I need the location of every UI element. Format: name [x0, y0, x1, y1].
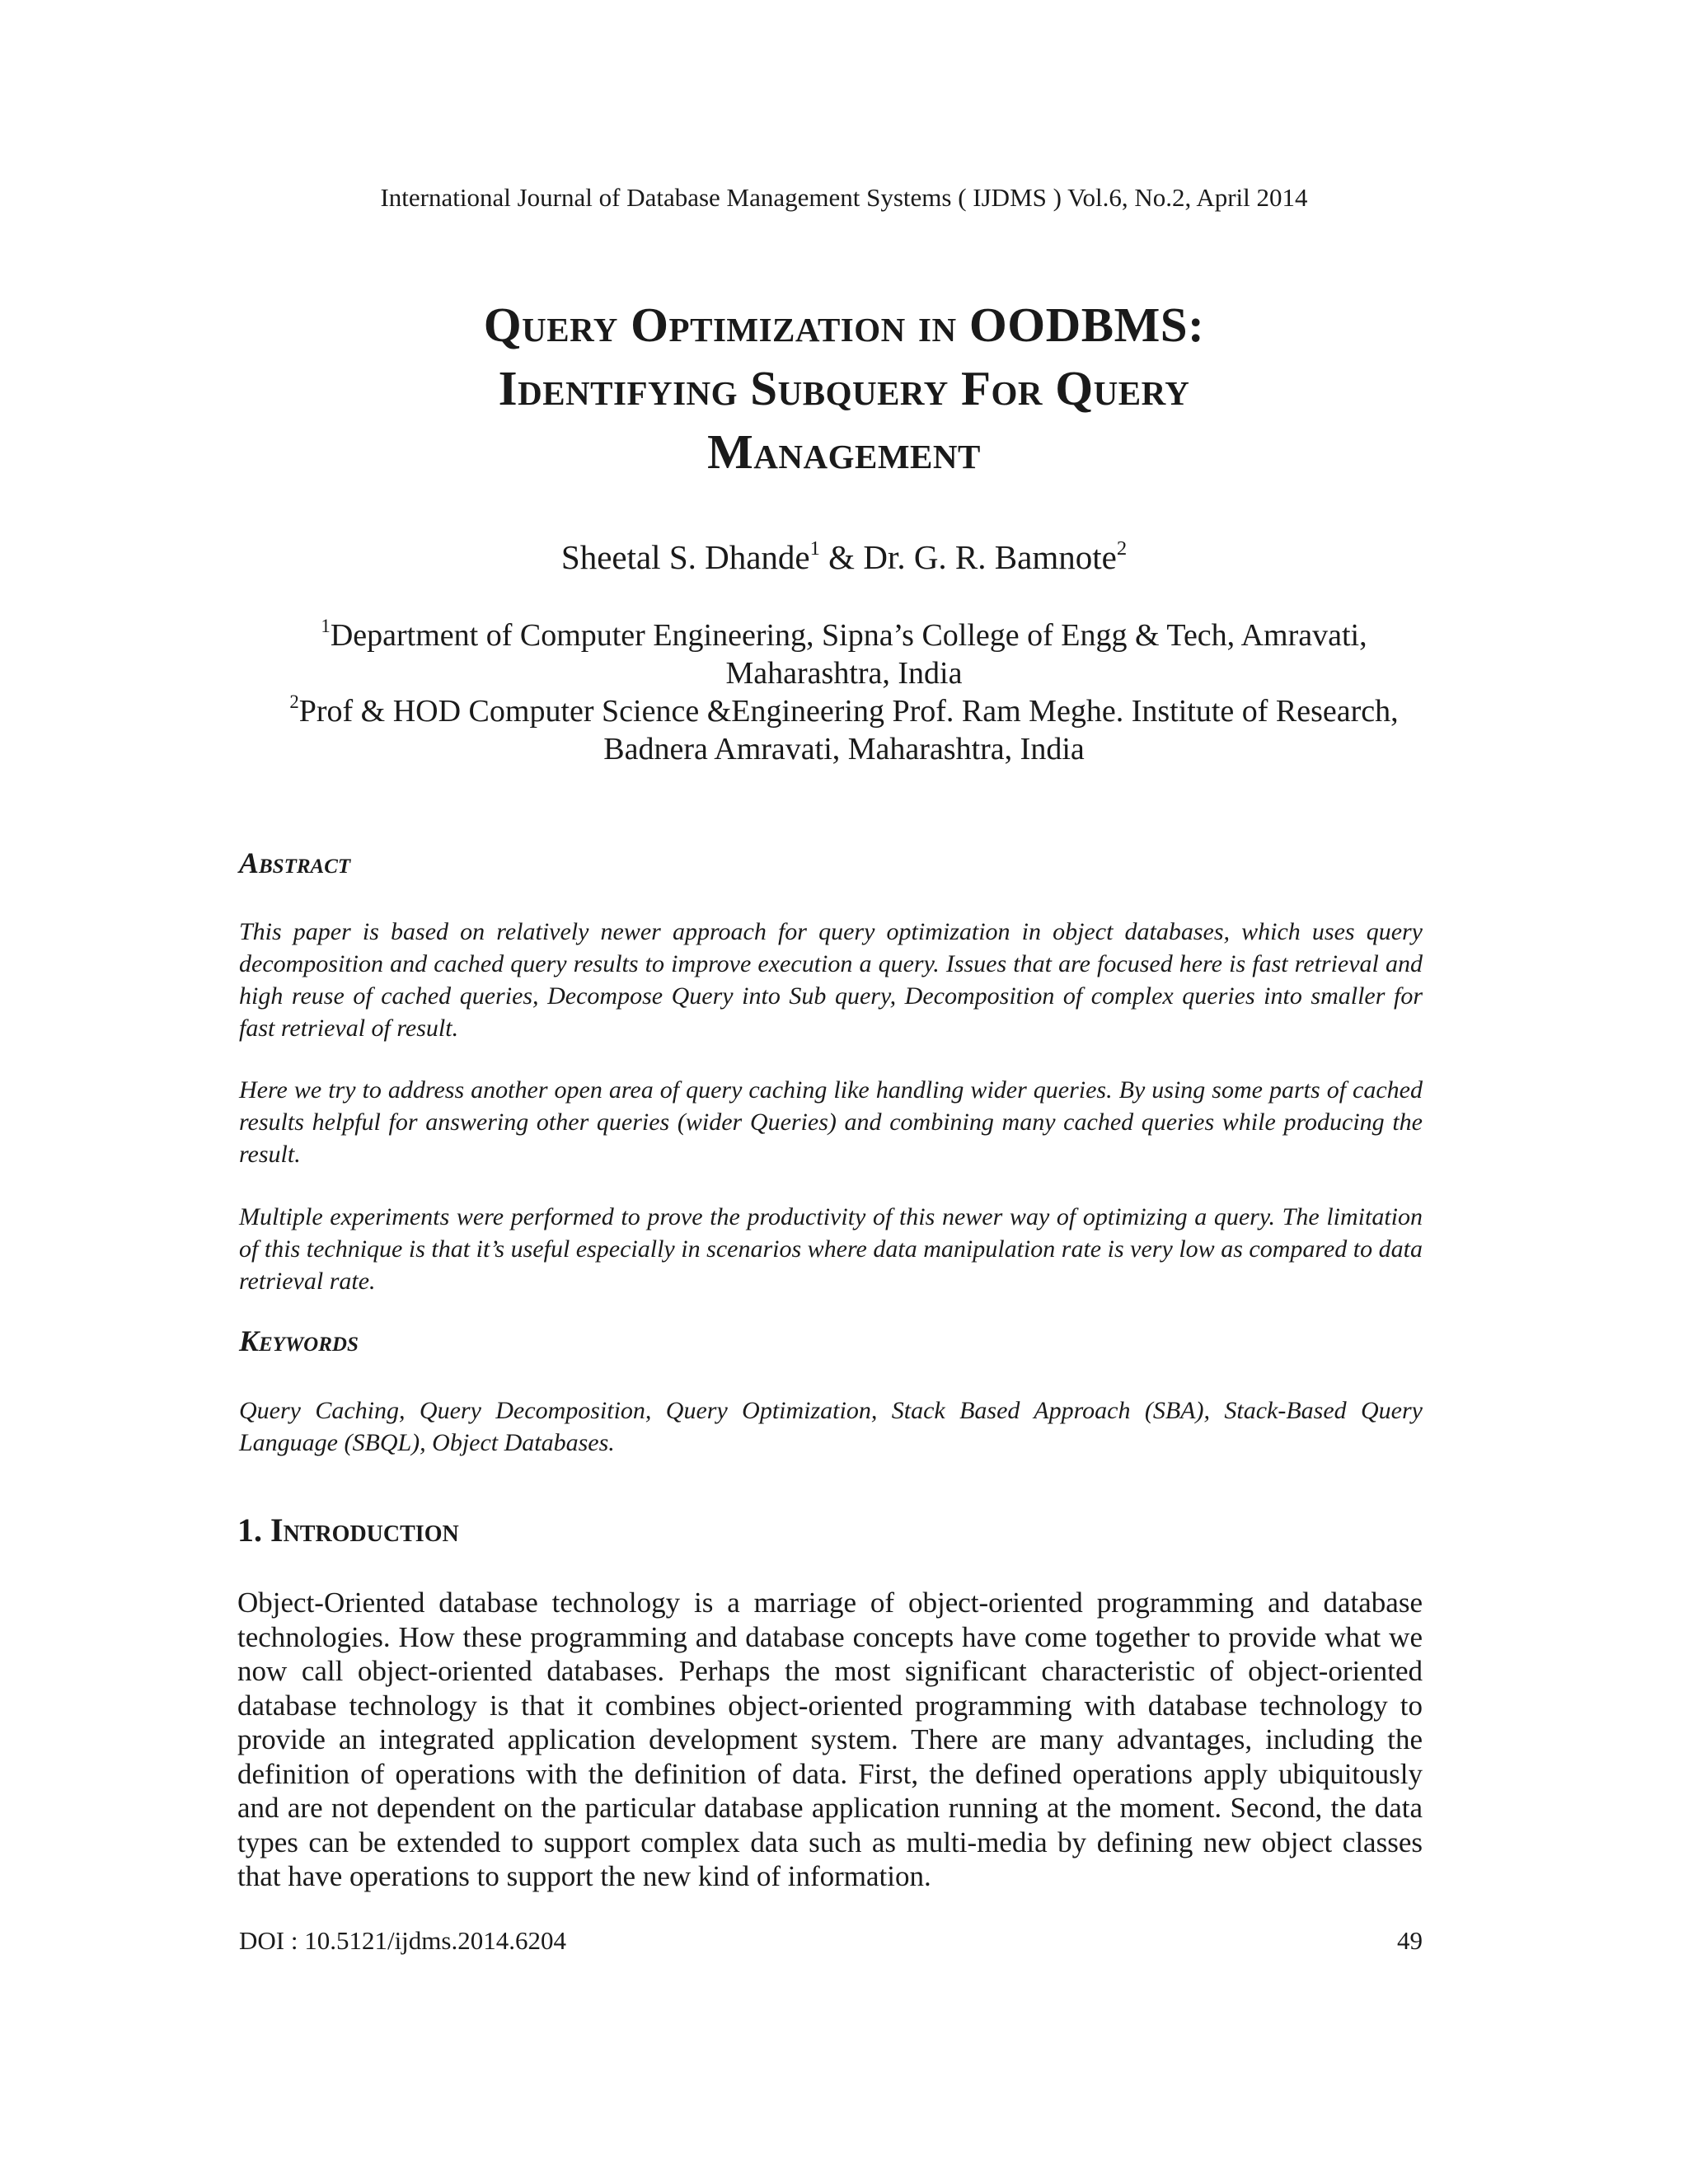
affiliation-1-line-1: Department of Computer Engineering, Sipna’s College of Engg & Tech, Amravati,: [330, 618, 1367, 653]
keywords-text: Query Caching, Query Decomposition, Query Optimization, Stack Based Approach (SBA), Stack-Based Query Language (SBQL), Object Databases.: [239, 1397, 1423, 1456]
affiliation-1-mark: 1: [321, 616, 331, 637]
author-1-affiliation-mark: 1: [809, 537, 820, 560]
affiliation-2-mark: 2: [289, 691, 299, 713]
author-list: [0, 537, 1688, 577]
abstract-heading: Abstract: [239, 846, 351, 879]
affiliation-2-line-2: Badnera Amravati, Maharashtra, India: [603, 732, 1085, 766]
introduction-heading: 1. Introduction: [237, 1511, 459, 1549]
title-line-1: Query Optimization in OODBMS:: [483, 298, 1205, 352]
affiliation-1: [0, 616, 1688, 654]
paper-title: [0, 293, 1688, 484]
author-separator: &: [819, 538, 864, 576]
affiliation-1-line-2: Maharashtra, India: [725, 656, 963, 691]
page-number: 49: [1397, 1926, 1423, 1955]
author-1: Sheetal S. Dhande: [560, 538, 810, 576]
journal-header: International Journal of Database Management Systems ( IJDMS ) Vol.6, No.2, April 2014: [380, 183, 1308, 212]
affiliation-2: [0, 692, 1688, 730]
author-2: Dr. G. R. Bamnote: [863, 538, 1117, 576]
affiliation-2-line-1: Prof & HOD Computer Science &Engineering Prof. Ram Meghe. Institute of Research,: [298, 694, 1399, 729]
abstract-paragraph-3: Multiple experiments were performed to prove the productivity of this newer way of optimizing a query. The limitation of this technique is that it’s useful especially in scenarios where data manipulation rate is very low as compared to data retrieval rate.: [239, 1203, 1423, 1295]
title-line-3: Management: [707, 424, 981, 479]
introduction-paragraph: Object-Oriented database technology is a marriage of object-oriented programming and database technologies. How these programming and database concepts have come together to provide what we now call object-oriented databases. Perhaps the most significant characteristic of object-oriented database technology is that it combines object-oriented programming with database technology to provide an integrated application development system. There are many advantages, including the definition of operations with the definition of data. First, the defined operations apply ubiquitously and are not dependent on the particular database application running at the moment. Second, the data types can be extended to support complex data such as multi-media by defining new object classes that have operations to support the new kind of information.: [237, 1586, 1423, 1892]
abstract-paragraph-1: This paper is based on relatively newer approach for query optimization in object databases, which uses query decomposition and cached query results to improve execution a query. Issues that are focused here is fast retrieval and high reuse of cached queries, Decompose Query into Sub query, Decomposition of complex queries into smaller for fast retrieval of result.: [239, 918, 1423, 1042]
affiliations: [0, 616, 1688, 768]
title-line-2: Identifying Subquery For Query: [498, 361, 1190, 415]
doi-footer: DOI : 10.5121/ijdms.2014.6204: [239, 1926, 566, 1955]
abstract-paragraph-2: Here we try to address another open area of query caching like handling wider queries. By using some parts of cached results helpful for answering other queries (wider Queries) and combining many cached queries while producing the result.: [239, 1076, 1423, 1168]
author-2-affiliation-mark: 2: [1116, 537, 1128, 560]
keywords-heading: Keywords: [239, 1324, 359, 1357]
